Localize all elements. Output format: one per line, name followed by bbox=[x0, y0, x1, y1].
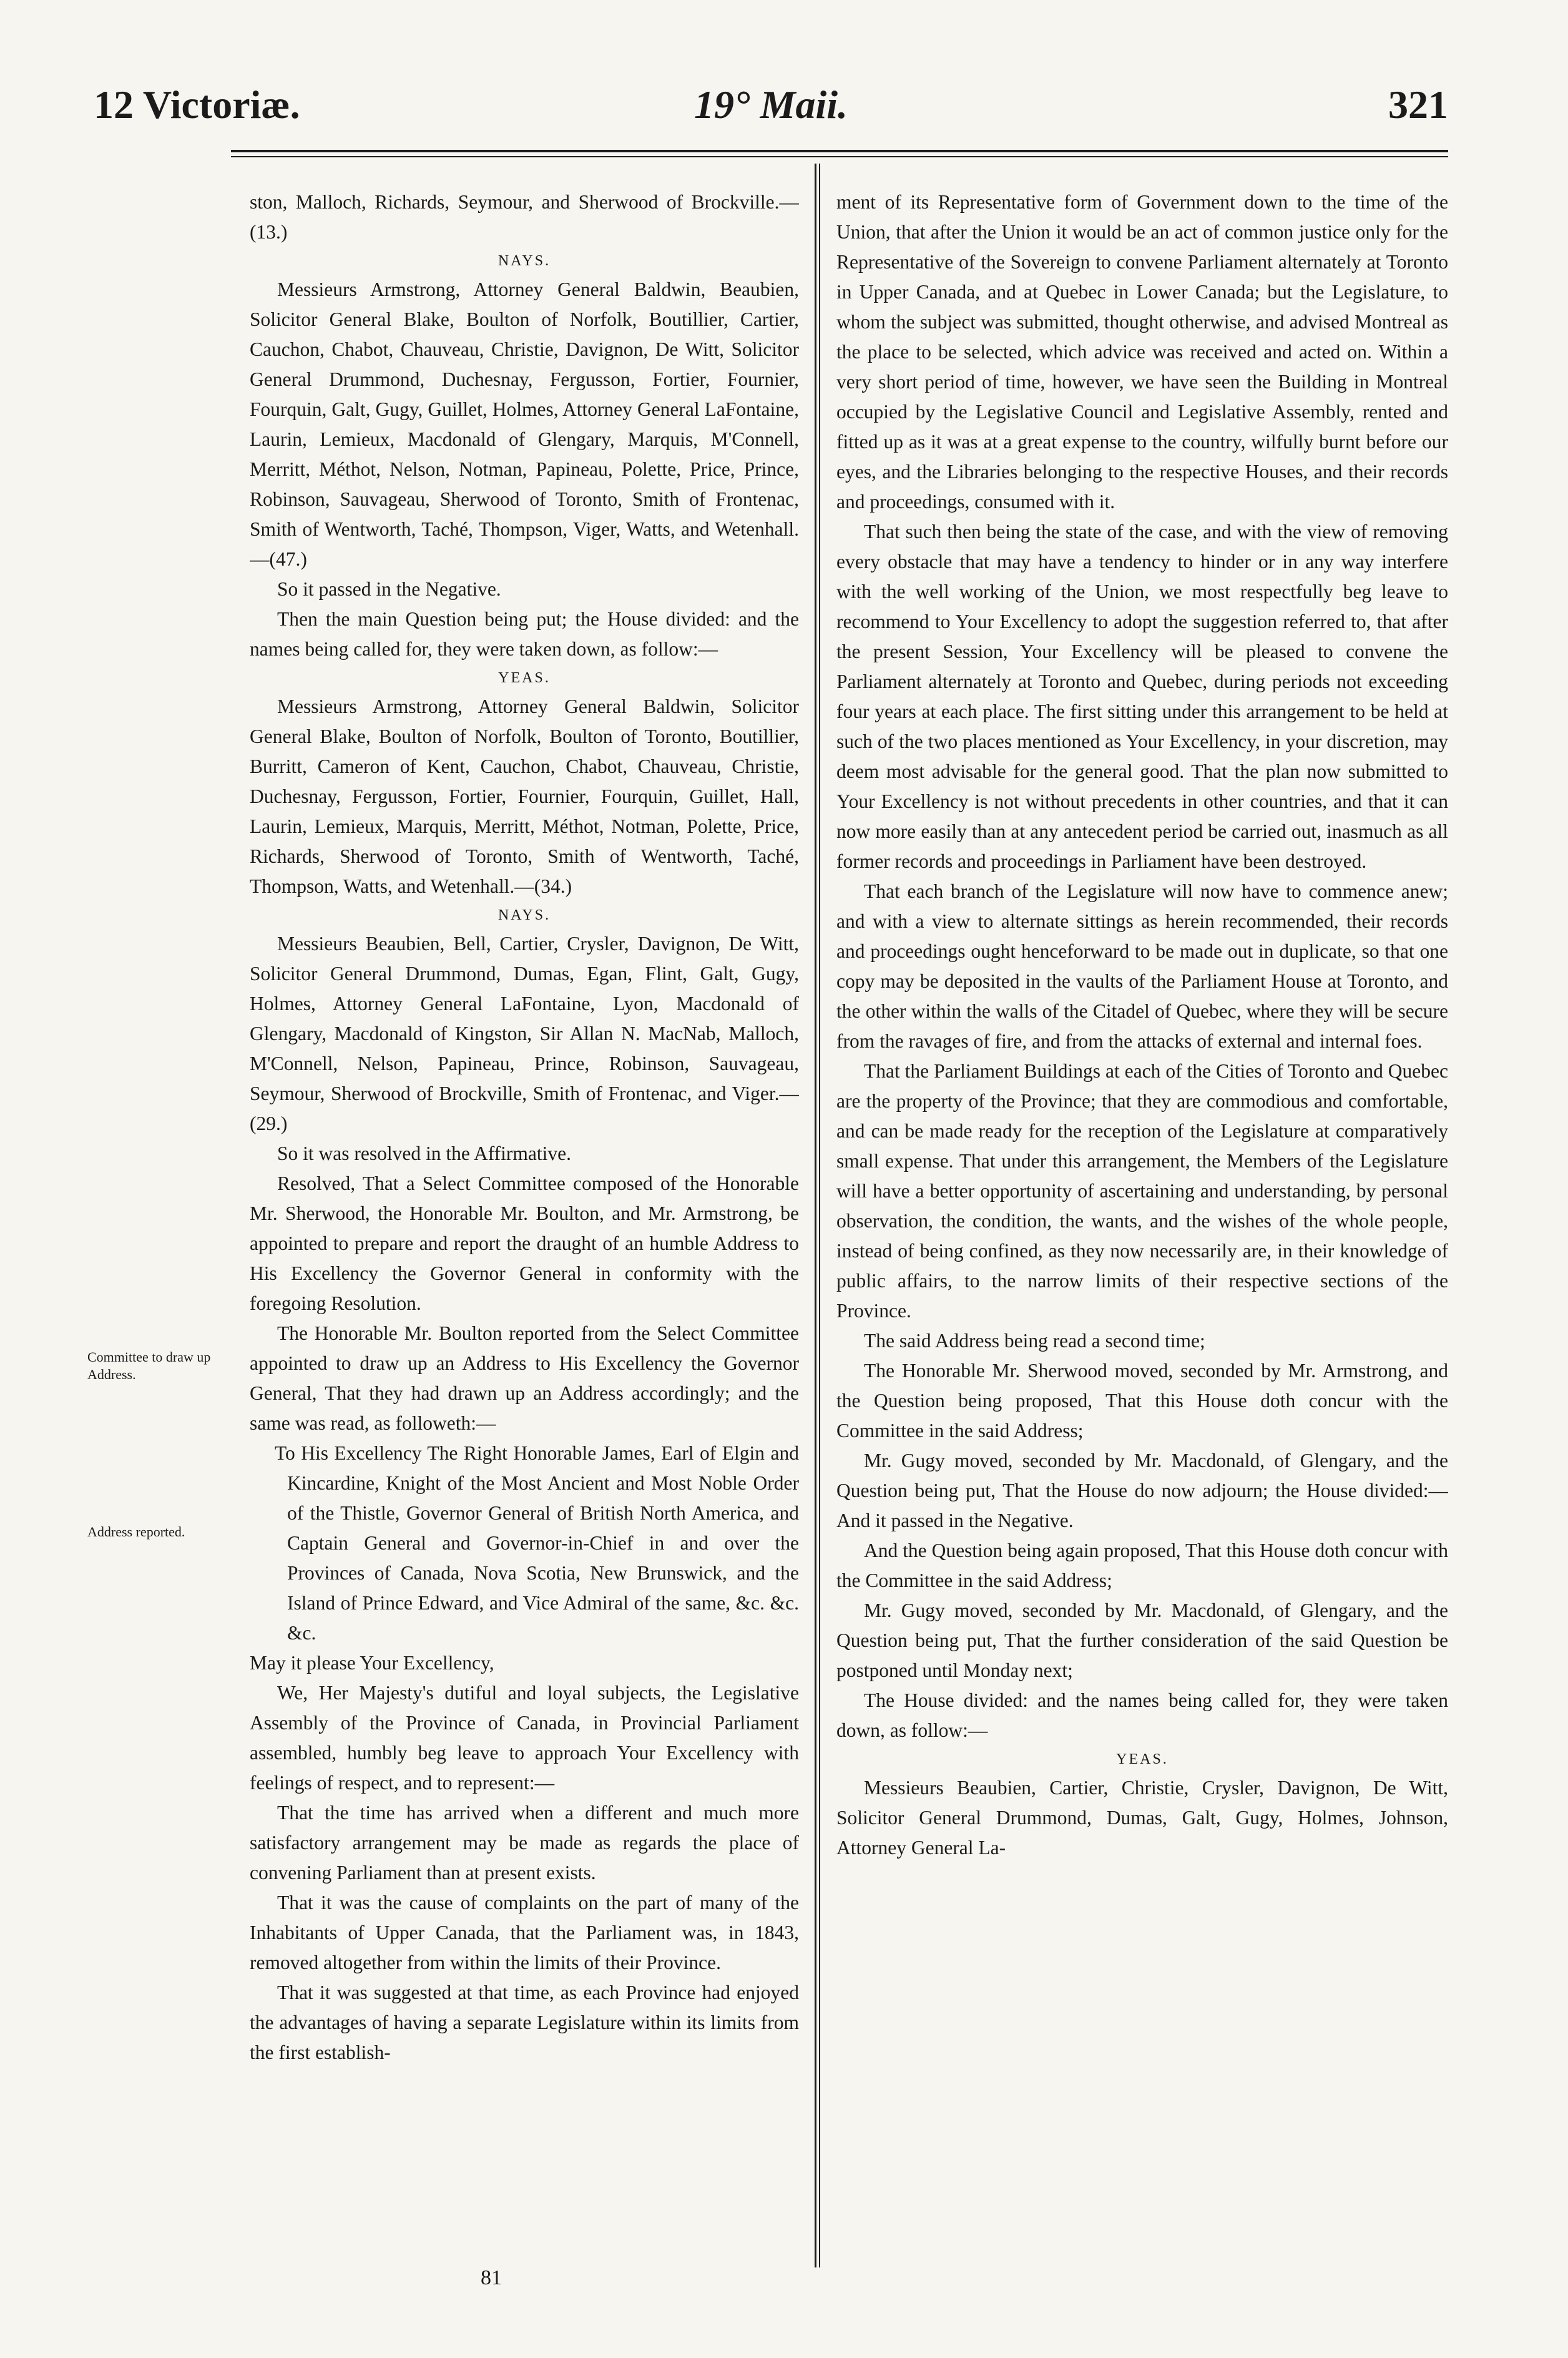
session-date: 19° Maii. bbox=[693, 82, 848, 127]
paragraph: Messieurs Beaubien, Cartier, Christie, Crysler, Davignon, De Witt, Solicitor General Drummond, Dumas, Galt, Gugy, Holmes, Johnson, Attorney General La- bbox=[836, 1777, 1448, 1859]
paragraph: Mr. Gugy moved, seconded by Mr. Macdonald, of Glengary, and the Question being put, That the further consideration of the said Question be postponed until Monday next; bbox=[836, 1599, 1448, 1681]
column-divider-inner bbox=[819, 164, 820, 2267]
paragraph: Messieurs Armstrong, Attorney General Baldwin, Solicitor General Blake, Boulton of Norfolk, Boulton of Toronto, Boutillier, Burritt, Cameron of Kent, Cauchon, Chabot, Chauveau, Christie, Duchesnay, Fergusson, Fortier, Fournier, Fourquin, Guillet, Hall, Laurin, Lemieux, Marquis, Merritt, Méthot, Notman, Polette, Price, Richards, Sherwood of Toronto, Smith of Wentworth, Taché, Thompson, Watts, and Wetenhall.—(34.) bbox=[250, 695, 799, 897]
regnal-year: 12 Victoriæ. bbox=[94, 82, 300, 127]
paragraph: To His Excellency The Right Honorable James, Earl of Elgin and Kincardine, Knight of the Most Ancient and Most Noble Order of the Thistle, Governor General of British North America, and Captain General and Governor-in-Chief in and over the Provinces of Canada, Nova Scotia, New Brunswick, and the Island of Prince Edward, and Vice Admiral of the same, &c. &c. &c. bbox=[275, 1442, 799, 1644]
paragraph: That it was suggested at that time, as each Province had enjoyed the advantages of having a separate Legislature within its limits from the first establish- bbox=[250, 1982, 799, 2063]
header-rule bbox=[231, 150, 1448, 152]
paragraph: May it please Your Excellency, bbox=[250, 1652, 494, 1674]
right-column bbox=[836, 187, 1448, 2260]
paragraph: The Honorable Mr. Boulton reported from the Select Committee appointed to draw up an Address to His Excellency the Governor General, That they had drawn up an Address accordingly; and the same was read, as followeth:— bbox=[250, 1322, 799, 1434]
paragraph: We, Her Majesty's dutiful and loyal subjects, the Legislative Assembly of the Province of Canada, in Provincial Parliament assembled, humbly beg leave to approach Your Excellency with feelings of respect, and to represent:— bbox=[250, 1682, 799, 1794]
page-number: 321 bbox=[1388, 82, 1448, 127]
division-heading: YEAS. bbox=[1116, 1751, 1169, 1767]
paragraph: So it was resolved in the Affirmative. bbox=[277, 1142, 571, 1164]
paragraph: Messieurs Beaubien, Bell, Cartier, Crysler, Davignon, De Witt, Solicitor General Drummond, Dumas, Egan, Flint, Galt, Gugy, Holmes, Attorney General LaFontaine, Lyon, Macdonald of Glengary, Macdonald of Kingston, Sir Allan N. MacNab, Malloch, M'Connell, Nelson, Papineau, Prince, Robinson, Sauvageau, Seymour, Sherwood of Brockville, Smith of Frontenac, and Viger.—(29.) bbox=[250, 933, 799, 1134]
division-heading: NAYS. bbox=[497, 253, 551, 269]
paragraph: So it passed in the Negative. bbox=[277, 578, 501, 600]
paragraph: That each branch of the Legislature will now have to commence anew; and with a view to alternate sittings as herein recommended, their records and proceedings ought henceforward to be made out in duplicate, so that one copy may be deposited in the vaults of the Parliament House at Toronto, and the other within the walls of the Citadel of Quebec, where they will be secure from the ravages of fire, and from the attacks of external and internal foes. bbox=[836, 880, 1448, 1052]
paragraph: That it was the cause of complaints on the part of many of the Inhabitants of Upper Canada, that the Parliament was, in 1843, removed altogether from within the limits of their Province. bbox=[250, 1892, 799, 1973]
column-divider bbox=[815, 164, 816, 2267]
paragraph: That such then being the state of the case, and with the view of removing every obstacle that may have a tendency to hinder or in any way interfere with the well working of the Union, we most respectfully beg leave to recommend to Your Excellency to adopt the suggestion referred to, that after the present Session, Your Excellency will be pleased to convene the Parliament alternately at Toronto and Quebec, during periods not exceeding four years at each place. The first sitting under this arrangement to be held at such of the two places mentioned as Your Excellency, in your discretion, may deem most advisable for the general good. That the plan now submitted to Your Excellency is not without precedents in other countries, and that it can now more easily than at any antecedent period be carried out, inasmuch as all former records and proceedings in Parliament have been destroyed. bbox=[836, 521, 1448, 872]
paragraph: And the Question being again proposed, That this House doth concur with the Committee in the said Address; bbox=[836, 1540, 1448, 1591]
division-heading: YEAS. bbox=[498, 670, 551, 686]
paragraph: The House divided: and the names being called for, they were taken down, as follow:— bbox=[836, 1689, 1448, 1741]
signature-mark: 81 bbox=[481, 2266, 502, 2289]
margin-note-address-reported: Address reported. bbox=[87, 1524, 185, 1540]
paragraph: Resolved, That a Select Committee composed of the Honorable Mr. Sherwood, the Honorable Mr. Boulton, and Mr. Armstrong, be appointed to prepare and report the draught of an humble Address to His Excellency the Governor General in conformity with the foregoing Resolution. bbox=[250, 1172, 799, 1314]
left-column bbox=[250, 187, 799, 2260]
paragraph: That the Parliament Buildings at each of the Cities of Toronto and Quebec are the property of the Province; that they are commodious and comfortable, and can be made ready for the reception of the Legislature at comparatively small expense. That under this arrangement, the Members of the Legislature will have a better opportunity of ascertaining and understanding, by personal observation, the condition, the wants, and the wishes of the whole people, instead of being confined, as they now necessarily are, in their knowledge of public affairs, to the narrow limits of their respective sections of the Province. bbox=[836, 1060, 1448, 1322]
division-heading: NAYS. bbox=[497, 907, 551, 923]
paragraph: That the time has arrived when a different and much more satisfactory arrangement may be made as regards the place of convening Parliament than at present exists. bbox=[250, 1802, 799, 1884]
header-rule-thin bbox=[231, 156, 1448, 157]
margin-note-committee: Committee to draw up Address. bbox=[87, 1349, 211, 1382]
paragraph: The Honorable Mr. Sherwood moved, seconded by Mr. Armstrong, and the Question being proposed, That this House doth concur with the Committee in the said Address; bbox=[836, 1360, 1448, 1442]
paragraph: The said Address being read a second time; bbox=[864, 1330, 1205, 1352]
paragraph: Mr. Gugy moved, seconded by Mr. Macdonald, of Glengary, and the Question being put, That the House do now adjourn; the House divided:—And it passed in the Negative. bbox=[836, 1450, 1448, 1531]
running-header bbox=[94, 74, 1448, 142]
paragraph: ment of its Representative form of Government down to the time of the Union, that after the Union it would be an act of common justice only for the Representative of the Sovereign to convene Parliament alternately at Toronto in Upper Canada, and at Quebec in Lower Canada; but the Legislature, to whom the subject was submitted, thought otherwise, and advised Montreal as the place to be selected, which advice was received and acted on. Within a very short period of time, however, we have seen the Building in Montreal occupied by the Legislative Council and Legislative Assembly, rented and fitted up as it was at a great expense to the country, wilfully burnt before our eyes, and the Libraries belonging to the respective Houses, and their records and proceedings, consumed with it. bbox=[836, 191, 1448, 513]
paragraph: Then the main Question being put; the House divided: and the names being called for, they were taken down, as follow:— bbox=[250, 608, 799, 660]
paragraph: ston, Malloch, Richards, Seymour, and Sherwood of Brockville.—(13.) bbox=[250, 191, 799, 243]
paragraph: Messieurs Armstrong, Attorney General Baldwin, Beaubien, Solicitor General Blake, Boulton of Norfolk, Boutillier, Cartier, Cauchon, Chabot, Chauveau, Christie, Davignon, De Witt, Solicitor General Drummond, Duchesnay, Fergusson, Fortier, Fournier, Fourquin, Galt, Gugy, Guillet, Holmes, Attorney General LaFontaine, Laurin, Lemieux, Macdonald of Glengary, Marquis, M'Connell, Merritt, Méthot, Nelson, Notman, Papineau, Polette, Price, Prince, Robinson, Sauvageau, Sherwood of Toronto, Smith of Frontenac, Smith of Wentworth, Taché, Thompson, Viger, Watts, and Wetenhall.—(47.) bbox=[250, 278, 799, 570]
